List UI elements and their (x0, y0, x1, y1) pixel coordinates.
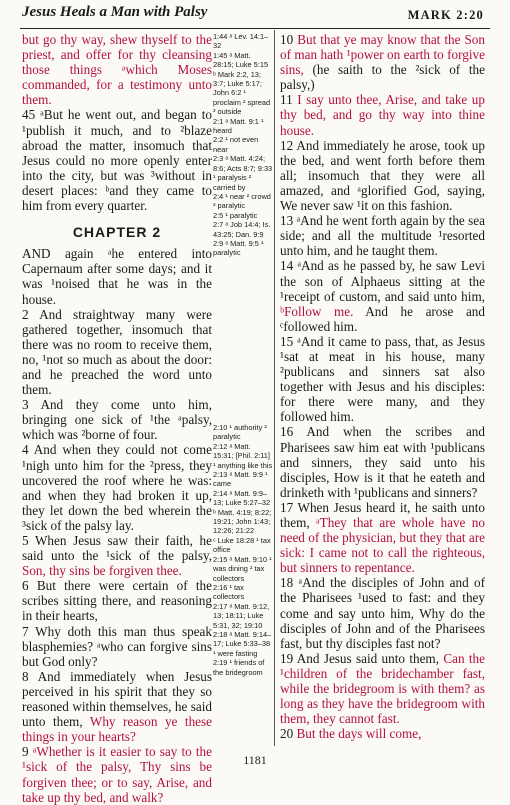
verse-text: 10 (280, 32, 298, 47)
cross-reference-note: ᶜ Luke 18:28 ¹ tax office (213, 535, 271, 555)
verse-text: 14 ᵃAnd as he passed by, he saw Levi the son of Alphaeus sitting at the ¹receipt of custom, and said unto him, (280, 258, 485, 304)
verse-text: 11 (280, 92, 298, 108)
cross-reference-note: 2:9 ᵃ Matt. 9:5 ¹ paralytic (213, 238, 264, 258)
verse-text: 20 (280, 726, 297, 742)
verse-text: 45 ᵃBut he went out, and began to ¹publish it much, and to ²blaze abroad the matter, insomuch that Jesus could no more openly enter into the city, but was ³without in desert places: ᵇand they came to him from every quarter. (22, 107, 212, 214)
verse-text: 5 When Jesus saw their faith, he said unto the ¹sick of the palsy, (22, 533, 212, 564)
words-of-jesus: ᵃWhether is it easier to say to the ¹sick of the palsy, Thy sins be forgiven thee; or to say, Arise, and take up thy bed, and walk? (22, 744, 212, 805)
words-of-jesus: Son, thy sins be forgiven thee. (22, 563, 182, 579)
verse-paragraph (22, 533, 212, 578)
column-divider (274, 30, 275, 746)
verse-paragraph (280, 500, 485, 575)
verse-text: 19 And Jesus said unto them, (280, 650, 444, 666)
verse-text: 17 When Jesus heard it, he saith unto them, (280, 499, 485, 530)
words-of-jesus: I say unto thee, Arise, and take up thy bed, and go thy way into thine house. (280, 92, 485, 138)
verse-text: 2 And straightway many were gathered together, insomuch that there was no room to receive them, no, ¹not so much as about the door: and he preached the word unto them. (22, 306, 212, 398)
verse-text: 3 And they come unto him, bringing one sick of ¹the ᵃpalsy, which was ²borne of four. (22, 397, 212, 443)
cross-reference-note: 2:7 ᵃ Job 14:4; Is. 43:25; Dan. 9:9 (213, 220, 271, 239)
left-text-column (22, 32, 212, 805)
cross-reference-note: 2:2 ¹ not even near (213, 135, 259, 154)
verse-text: 6 But there were certain of the scribes sitting there, and reasoning in their hearts, (22, 578, 212, 624)
verse-text: AND again ᵃhe entered into Capernaum after some days; and it was ¹noised that he was in the house. (22, 246, 212, 307)
cross-reference-note: 2:12 ᵃ Matt. 15:31; [Phil. 2:11] ¹ anything like this (213, 441, 273, 470)
verse-paragraph (22, 669, 212, 744)
verse-paragraph (22, 307, 212, 398)
cross-reference-note: 2:15 ᵃ Matt. 9:10 ¹ was dining ² tax collectors (213, 554, 272, 583)
verse-paragraph (280, 651, 485, 726)
verse-paragraph (280, 575, 485, 650)
verse-text-continued: And he arose and ᶜfollowed him. (280, 303, 485, 334)
cross-references-top (213, 32, 273, 258)
cross-references-bottom (213, 423, 273, 677)
words-of-jesus: But that ye may know that the Son of man hath ¹power on earth to forgive sins, (280, 32, 485, 78)
verse-paragraph (22, 397, 212, 442)
verse-paragraph (22, 107, 212, 213)
cross-reference-note: 2:19 ¹ friends of the bridegroom (213, 658, 265, 677)
words-of-jesus: Can the ¹children of the bridechamber fast, while the bridegroom is with them? as long as they have the bridegroom with them, they cannot fast. (280, 650, 485, 727)
page-header-title: Jesus Heals a Man with Palsy (22, 4, 208, 20)
cross-reference-note: 2:16 ¹ tax collectors (213, 582, 245, 602)
verse-text: 16 And when the scribes and Pharisees saw him eat with ¹publicans and sinners, they said unto his disciples, How is it that he eateth and drinketh with ¹publicans and sinners? (280, 424, 485, 500)
verse-text: 15 ᵃAnd it came to pass, that, as Jesus ¹sat at meat in his house, many ²publicans and sinners sat also together with Jesus and his disciples: for there were many, and they followed him. (280, 333, 485, 425)
words-of-jesus: Why reason ye these things in your hearts? (22, 714, 212, 745)
verse-text: but go thy way, shew thyself to the priest, and offer for thy cleansing those things ᵃwhich Moses commanded, for a testimony unto them. (22, 32, 212, 108)
verse-paragraph (280, 213, 485, 258)
cross-reference-note: 2:14 ᵃ Matt. 9:9–13; Luke 5:27–32 (213, 488, 271, 508)
verse-text: 13 ᵃAnd he went forth again by the sea side; and all the multitude ¹resorted unto him, and he taught them. (280, 213, 485, 259)
verse-text: 9 (22, 744, 33, 760)
verse-text: 4 And when they could not come ¹nigh unto him for the ²press, they uncovered the roof where he was: and when they had broken it up, they let down the bed wherein the ³sick of the palsy lay. (22, 442, 212, 533)
verse-paragraph (280, 258, 485, 333)
verse-paragraph (280, 424, 485, 499)
verse-paragraph (280, 138, 485, 213)
cross-reference-note: 2:13 ᵃ Matt. 9:9 ¹ came (213, 470, 268, 489)
chapter-heading: CHAPTER 2 (72, 224, 162, 241)
verse-text: 18 ᵃAnd the disciples of John and of the Pharisees ¹used to fast: and they come and say unto him, Why do the disciples of John and of the Pharisees fast, but thy disciples fast not? (280, 575, 485, 651)
verse-text-continued: (he saith to the ²sick of the palsy,) (280, 62, 485, 93)
verse-paragraph (280, 334, 485, 425)
cross-reference-note: 2:18 ᵃ Matt. 9:14–17; Luke 5:33–38 ¹ were fasting (213, 629, 272, 658)
verse-paragraph (22, 442, 212, 533)
header-rule (20, 28, 490, 29)
verse-paragraph (280, 32, 485, 92)
cross-reference-note: ᵇ Mark 2:2, 13; 3:7; Luke 5:17; John 6:2 ¹ proclaim ² spread ³ outside (213, 69, 271, 117)
verse-paragraph (280, 92, 485, 137)
verse-paragraph (22, 246, 212, 306)
verse-paragraph (22, 32, 212, 107)
words-of-jesus: But the days will come, (296, 726, 422, 742)
words-of-jesus: ᵃThey that are whole have no need of the physician, but they that are sick: I came not to call the righteous, but sinners to repentance. (280, 515, 485, 576)
cross-reference-note: 1:44 ᵃ Lev. 14:1–32 (213, 32, 269, 51)
cross-reference-note: 2:3 ᵃ Matt. 4:24; 8:6; Acts 8:7; 9:33 ¹ paralysis ² carried by (213, 154, 273, 192)
cross-reference-note: 2:1 ᵃ Matt. 9:1 ¹ heard (213, 116, 264, 136)
right-text-column (280, 32, 485, 741)
verse-text: 12 And immediately he arose, took up the bed, and went forth before them all; insomuch that they were all amazed, and ᵃglorified God, saying, We never saw ¹it on this fashion. (280, 137, 485, 214)
cross-reference-note: 2:10 ¹ authority ² paralytic (213, 423, 267, 442)
cross-reference-note: ᵇ Matt. 4:19; 8:22; 19:21; John 1:43; 12:26; 21:22 (213, 507, 272, 536)
verse-paragraph (280, 726, 485, 741)
cross-reference-note: 2:17 ᵃ Matt. 9:12, 13; 18:11; Luke 5:31, 32; 19:10 (213, 601, 270, 630)
cross-reference-note: 1:45 ᵃ Matt. 28:15; Luke 5:15 (213, 50, 269, 70)
page-number: 1181 (243, 753, 267, 767)
words-of-jesus: ᵇFollow me. (280, 303, 354, 319)
page-header-reference: MARK 2:20 (407, 8, 484, 22)
verse-paragraph (22, 578, 212, 623)
cross-reference-note: 2:4 ¹ near ² crowd ³ paralytic (213, 191, 271, 211)
verse-text: 7 Why doth this man thus speak blasphemies? ᵃwho can forgive sins but God only? (22, 623, 212, 669)
verse-text: 8 And immediately when Jesus perceived in his spirit that they so reasoned within themselves, he said unto them, (22, 668, 212, 730)
cross-reference-note: 2:5 ¹ paralytic (213, 210, 258, 220)
verse-paragraph (22, 624, 212, 669)
